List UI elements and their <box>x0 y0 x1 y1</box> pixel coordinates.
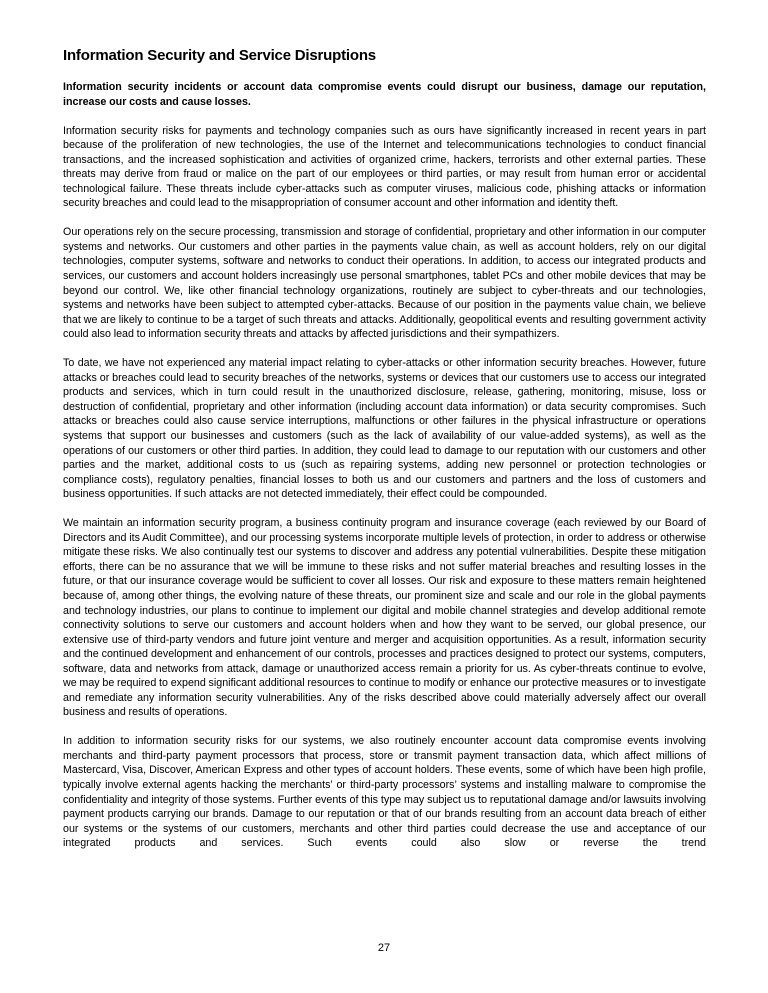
body-paragraph-1: Information security risks for payments and technology companies such as ours have significantly increased in recent years in part because of the proliferation of new technologies, the use of the Internet and telecommunications technologies to conduct financial transactions, and the increased sophistication and activities of organized crime, hackers, terrorists and other external parties. These threats may derive from fraud or malice on the part of our employees or third parties, or may result from human error or accidental technological failure. These threats include cyber-attacks such as computer viruses, malicious code, phishing attacks or information security breaches and could lead to the misappropriation of consumer account and other information and identity theft. <box>63 124 706 210</box>
page-number: 27 <box>377 942 391 954</box>
body-paragraph-2: Our operations rely on the secure processing, transmission and storage of confidential, proprietary and other information in our computer systems and networks. Our customers and other parties in the payments value chain, as well as account holders, rely on our digital technologies, computer systems, software and networks to conduct their operations. In addition, to access our integrated products and services, our customers and account holders increasingly use personal smartphones, tablet PCs and other mobile devices that may be beyond our control. We, like other financial technology organizations, routinely are subject to cyber-threats and our technologies, systems and networks have been subject to attempted cyber-attacks. Because of our position in the payments value chain, we believe that we are likely to continue to be a target of such threats and attacks. Additionally, geopolitical events and resulting government activity could also lead to information security threats and attacks by affected jurisdictions and their sympathizers. <box>63 226 706 341</box>
body-paragraph-4: We maintain an information security program, a business continuity program and insurance coverage (each reviewed by our Board of Directors and its Audit Committee), and our processing systems incorporate multiple levels of protection, in order to address or otherwise mitigate these risks. We also continually test our systems to discover and address any potential vulnerabilities. Despite these mitigation efforts, there can be no assurance that we will be immune to these risks and not suffer material breaches and resulting losses in the future, or that our insurance coverage would be sufficient to cover all losses. Our risk and exposure to these matters remain heightened because of, among other things, the evolving nature of these threats, our prominent size and scale and our role in the global payments and technology industries, our plans to continue to implement our digital and mobile channel strategies and develop additional remote connectivity solutions to serve our customers and account holders when and how they want to be served, our global presence, our extensive use of third-party vendors and future joint venture and merger and acquisition opportunities. As a result, information security and the continued development and enhancement of our controls, processes and practices designed to protect our systems, computers, software, data and networks from attack, damage or unauthorized access remain a priority for us. As cyber-threats continue to evolve, we may be required to expend significant additional resources to continue to modify or enhance our protective measures or to investigate and remediate any information security vulnerabilities. Any of the risks described above could materially adversely affect our overall business and results of operations. <box>63 517 706 719</box>
body-paragraph-3: To date, we have not experienced any material impact relating to cyber-attacks or other information security breaches. However, future attacks or breaches could lead to security breaches of the networks, systems or devices that our customers use to access our integrated products and services, which in turn could result in the unauthorized disclosure, release, gathering, monitoring, misuse, loss or destruction of confidential, proprietary and other information (including account data information) or data security compromises. Such attacks or breaches could also cause service interruptions, malfunctions or other failures in the physical infrastructure or operations systems that support our businesses and customers (such as the lack of availability of our value-added systems), as well as the operations of our customers or other third parties. In addition, they could lead to damage to our reputation with our customers and other parties and the market, additional costs to us (such as repairing systems, adding new personnel or protection technologies or compliance costs), regulatory penalties, financial losses to both us and our customers and partners and the loss of customers and business opportunities. If such attacks are not detected immediately, their effect could be compounded. <box>63 357 706 501</box>
body-paragraph-5: In addition to information security risks for our systems, we also routinely encounter account data compromise events involving merchants and third-party payment processors that process, store or transmit payment transaction data, which affect millions of Mastercard, Visa, Discover, American Express and other types of account holders. These events, some of which have been high profile, typically involve external agents hacking the merchants’ or third-party processors’ systems and installing malware to compromise the confidentiality and integrity of those systems. Further events of this type may subject us to reputational damage and/or lawsuits involving payment products carrying our brands. Damage to our reputation or that of our brands resulting from an account data breach of either our systems or the systems of our customers, merchants and other third parties could decrease the use and acceptance of our integrated products and services. Such events could also slow or reverse the trend <box>63 735 706 850</box>
risk-statement: Information security incidents or account data compromise events could disrupt our business, damage our reputation, increase our costs and cause losses. <box>63 81 706 108</box>
section-heading: Information Security and Service Disruptions <box>63 47 376 64</box>
page-content <box>63 46 706 865</box>
